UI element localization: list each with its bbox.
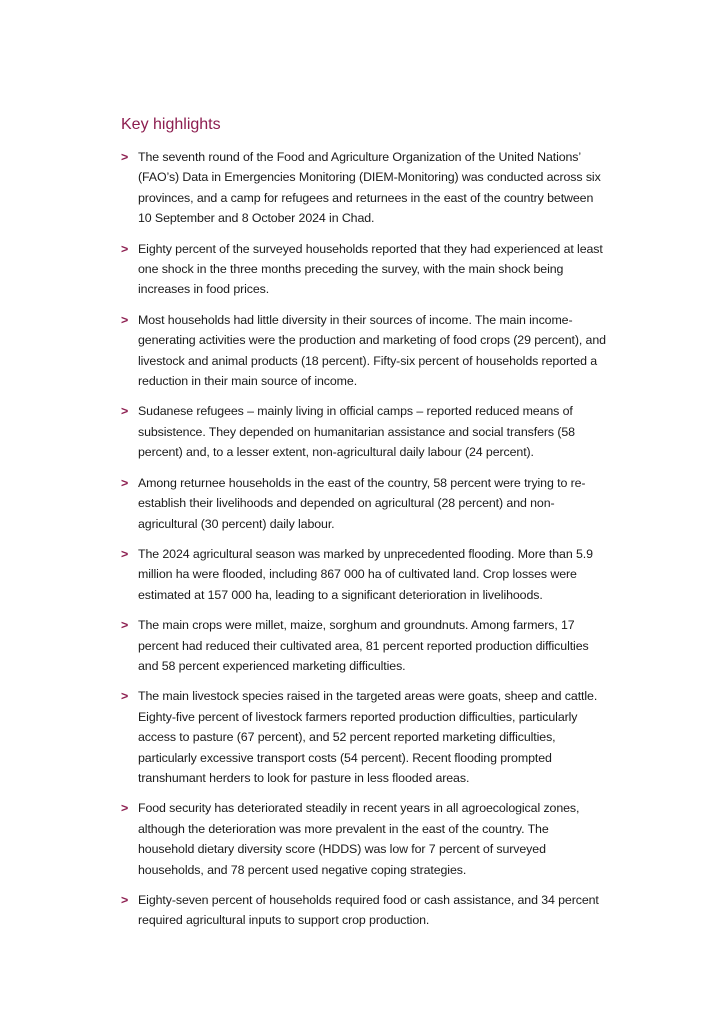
chevron-right-icon: > (121, 241, 129, 256)
list-item (121, 401, 606, 462)
list-item-text: The seventh round of the Food and Agriculture Organization of the United Nations’ (FAO’s) Data in Emergencies Monitoring (DIEM-Monitoring) was conducted across six provinces, and a camp for refugees and returnees in the east of the country between 10 September and 8 October 2024 in Chad. (138, 150, 601, 226)
chevron-right-icon: > (121, 312, 129, 327)
chevron-right-icon: > (121, 475, 129, 490)
list-item-text: Food security has deteriorated steadily in recent years in all agroecological zones, although the deterioration was more prevalent in the east of the country. The household dietary diversity score (HDDS) was low for 7 percent of surveyed households, and 78 percent used negative coping strategies. (138, 801, 580, 877)
list-item (121, 544, 606, 605)
list-item (121, 615, 606, 676)
chevron-right-icon: > (121, 801, 129, 816)
chevron-right-icon: > (121, 150, 129, 164)
list-item-text: Most households had little diversity in their sources of income. The main income-generating activities were the production and marketing of food crops (29 percent), and livestock and animal products (18 percent). Fifty-six percent of households reported a reduction in their main source of income. (138, 312, 606, 389)
list-item-text: Eighty percent of the surveyed households reported that they had experienced at least one shock in the three months preceding the survey, with the main shock being increases in food prices. (138, 241, 603, 297)
list-item (121, 239, 606, 300)
list-item-text: Sudanese refugees – mainly living in official camps – reported reduced means of subsistence. They depended on humanitarian assistance and social transfers (58 percent) and, to a lesser extent, non-agricultural daily labour (24 percent). (138, 404, 575, 460)
chevron-right-icon: > (121, 618, 129, 633)
section-heading: Key highlights (121, 116, 221, 133)
chevron-right-icon: > (121, 689, 129, 704)
list-item-text: The main livestock species raised in the targeted areas were goats, sheep and cattle. Eighty-five percent of livestock farmers reported production difficulties, particularly access to pasture (67 percent), and 52 percent reported marketing difficulties, particularly excessive transport costs (54 percent). Recent flooding prompted transhumant herders to look for pasture in less flooded areas. (138, 689, 598, 785)
list-item-text: Among returnee households in the east of the country, 58 percent were trying to re-establish their livelihoods and depended on agricultural (28 percent) and non-agricultural (30 percent) daily labour. (138, 475, 586, 531)
list-item (121, 686, 606, 788)
list-item (121, 890, 606, 931)
list-item (121, 147, 606, 229)
chevron-right-icon: > (121, 404, 129, 419)
list-item (121, 798, 606, 880)
list-item-text: The main crops were millet, maize, sorghum and groundnuts. Among farmers, 17 percent had reduced their cultivated area, 81 percent reported production difficulties and 58 percent experienced marketing difficulties. (138, 618, 589, 673)
list-item-text: Eighty-seven percent of households required food or cash assistance, and 34 percent required agricultural inputs to support crop production. (138, 893, 599, 928)
list-item (121, 473, 606, 534)
list-item (121, 310, 606, 392)
list-item-text: The 2024 agricultural season was marked by unprecedented flooding. More than 5.9 million ha were flooded, including 867 000 ha of cultivated land. Crop losses were estimated at 157 000 ha, leading to a significant deterioration in livelihoods. (138, 546, 593, 602)
chevron-right-icon: > (121, 893, 129, 907)
chevron-right-icon: > (121, 546, 129, 561)
highlights-list (121, 147, 606, 941)
